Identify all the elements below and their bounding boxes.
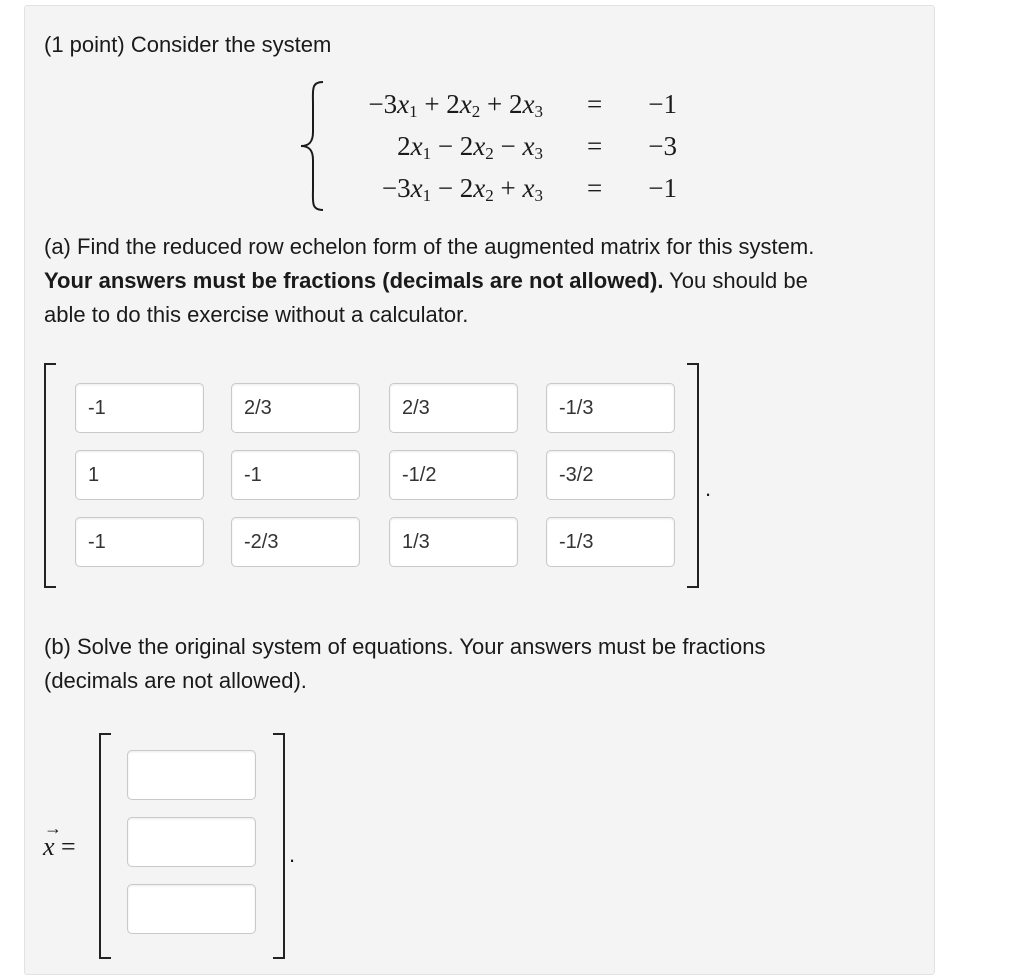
matrix-right-bracket xyxy=(687,363,699,588)
rref-cell-r2c3[interactable] xyxy=(389,450,518,500)
rref-cell-r2c4[interactable] xyxy=(546,450,675,500)
equation-system xyxy=(297,78,677,214)
rref-cell-r2c1[interactable] xyxy=(75,450,204,500)
vector-period: . xyxy=(289,842,296,867)
x-vector-equals: = xyxy=(61,832,76,861)
rref-cell-r3c4[interactable] xyxy=(546,517,675,567)
part-a-line-1: (a) Find the reduced row echelon form of the augmented matrix for this system. xyxy=(44,234,815,259)
rref-cell-r1c2[interactable] xyxy=(231,383,360,433)
equation-1-rhs: −1 xyxy=(648,89,677,119)
solution-x2-input[interactable] xyxy=(127,817,256,867)
equation-2-lhs: $2x_1 - 2x_2 - x_3$ xyxy=(397,131,543,163)
vector-left-bracket xyxy=(99,733,111,959)
part-b-line-1: (b) Solve the original system of equations. Your answers must be fractions xyxy=(44,634,766,659)
rref-cell-r2c2[interactable] xyxy=(231,450,360,500)
part-a-instructions xyxy=(44,230,814,332)
equation-row-1 xyxy=(297,83,677,125)
solution-x3-input[interactable] xyxy=(127,884,256,934)
part-b-instructions xyxy=(44,630,765,698)
rref-cell-r1c4[interactable] xyxy=(546,383,675,433)
part-a-line-2: Your answers must be fractions (decimals are not allowed). You should be xyxy=(44,268,808,293)
part-b-line-2: (decimals are not allowed). xyxy=(44,668,307,693)
rref-cell-r3c3[interactable] xyxy=(389,517,518,567)
rref-cell-r3c1[interactable] xyxy=(75,517,204,567)
equation-3-lhs: $-3x_1 - 2x_2 + x_3$ xyxy=(381,173,543,205)
part-a-bold-note: Your answers must be fractions (decimals are not allowed). xyxy=(44,268,664,293)
rref-cell-r1c1[interactable] xyxy=(75,383,204,433)
vector-x-symbol: → x xyxy=(43,832,55,861)
equals-sign: = xyxy=(587,131,603,161)
rref-cell-r3c2[interactable] xyxy=(231,517,360,567)
equation-row-2 xyxy=(297,125,677,167)
equation-3-rhs: −1 xyxy=(648,173,677,203)
x-vector-label xyxy=(43,832,76,862)
equals-sign: = xyxy=(587,173,603,203)
equals-sign: = xyxy=(587,89,603,119)
matrix-left-bracket xyxy=(44,363,56,588)
matrix-period: . xyxy=(705,476,712,501)
equation-2-rhs: −3 xyxy=(648,131,677,161)
equation-1-lhs: $-3x_1 + 2x_2 + 2x_3$ xyxy=(368,89,543,121)
vector-right-bracket xyxy=(273,733,285,959)
part-a-line-3: able to do this exercise without a calculator. xyxy=(44,302,469,327)
rref-cell-r1c3[interactable] xyxy=(389,383,518,433)
problem-intro: (1 point) Consider the system xyxy=(44,32,332,57)
solution-x1-input[interactable] xyxy=(127,750,256,800)
problem-card xyxy=(24,5,935,975)
equation-row-3 xyxy=(297,167,677,209)
